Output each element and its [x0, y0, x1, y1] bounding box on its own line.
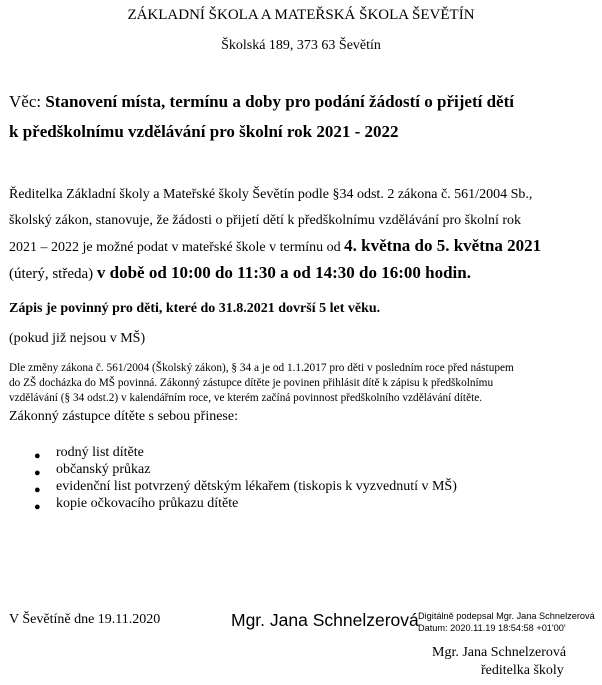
mandatory-notice: Zápis je povinný pro děti, které do 31.8.2021 dovrší 5 let věku.: [9, 301, 381, 316]
law-text-line: do ZŠ docházka do MŠ povinná. Zákonný zástupce dítěte je povinen přihlásit dítě k zápisu k předškolnímu: [9, 377, 494, 389]
bullet-icon: ●: [34, 467, 41, 479]
law-text-line: vzdělávání (§ 34 odst.2) v kalendářním roce, ve kterém začíná povinnost předškolního vzdělávání dítěte.: [9, 392, 483, 404]
list-item: rodný list dítěte: [56, 445, 144, 460]
school-name: ZÁKLADNÍ ŠKOLA A MATEŘSKÁ ŠKOLA ŠEVĚTÍN: [127, 7, 475, 23]
subject-line-1: [9, 92, 514, 112]
paragraph-line: školský zákon, stanovuje, že žádosti o přijetí dětí k předškolnímu vzdělávání pro školní rok: [9, 213, 522, 228]
date-range: 4. května do 5. května 2021: [344, 236, 542, 255]
bring-intro: Zákonný zástupce dítěte s sebou přinese:: [9, 409, 238, 424]
digital-signature-info-line-2: Datum: 2020.11.19 18:54:58 +01'00': [418, 623, 566, 633]
bullet-icon: ●: [34, 501, 41, 513]
digital-signature-name: Mgr. Jana Schnelzerová: [231, 610, 419, 630]
digital-signature-info-line-1: Digitálně podepsal Mgr. Jana Schnelzerová: [418, 611, 595, 621]
paragraph-line: [9, 236, 541, 256]
signer-name: Mgr. Jana Schnelzerová: [432, 645, 567, 660]
date-range-intro: 2021 – 2022 je možné podat v mateřské škole v termínu od: [9, 240, 345, 255]
list-item: kopie očkovacího průkazu dítěte: [56, 496, 239, 511]
paragraph-line: Ředitelka Základní školy a Mateřské školy Ševětín podle §34 odst. 2 zákona č. 561/2004 Sb.,: [9, 187, 533, 202]
law-text-line: Dle změny zákona č. 561/2004 (Školský zákon), § 34 a je od 1.1.2017 pro děti v posledním roce před nástupem: [9, 362, 514, 374]
bullet-icon: ●: [34, 484, 41, 496]
signer-role: ředitelka školy: [481, 663, 564, 678]
list-item: evidenční list potvrzený dětským lékařem (tiskopis k vyzvednutí v MŠ): [56, 479, 457, 494]
subject-line-2: k předškolnímu vzdělávání pro školní rok 2021 - 2022: [9, 122, 399, 141]
place-date: V Ševětíně dne 19.11.2020: [9, 612, 161, 627]
bullet-icon: ●: [34, 450, 41, 462]
time-range: v době od 10:00 do 11:30 a od 14:30 do 16:00 hodin.: [96, 263, 471, 282]
paragraph-line: [9, 263, 471, 283]
mandatory-note: (pokud již nejsou v MŠ): [9, 331, 146, 346]
school-address: Školská 189, 373 63 Ševětín: [221, 38, 381, 53]
subject-title: Stanovení místa, termínu a doby pro podání žádostí o přijetí dětí: [45, 92, 514, 111]
weekdays: (úterý, středa): [9, 266, 97, 282]
list-item: občanský průkaz: [56, 462, 151, 477]
subject-prefix: Věc:: [9, 92, 46, 111]
